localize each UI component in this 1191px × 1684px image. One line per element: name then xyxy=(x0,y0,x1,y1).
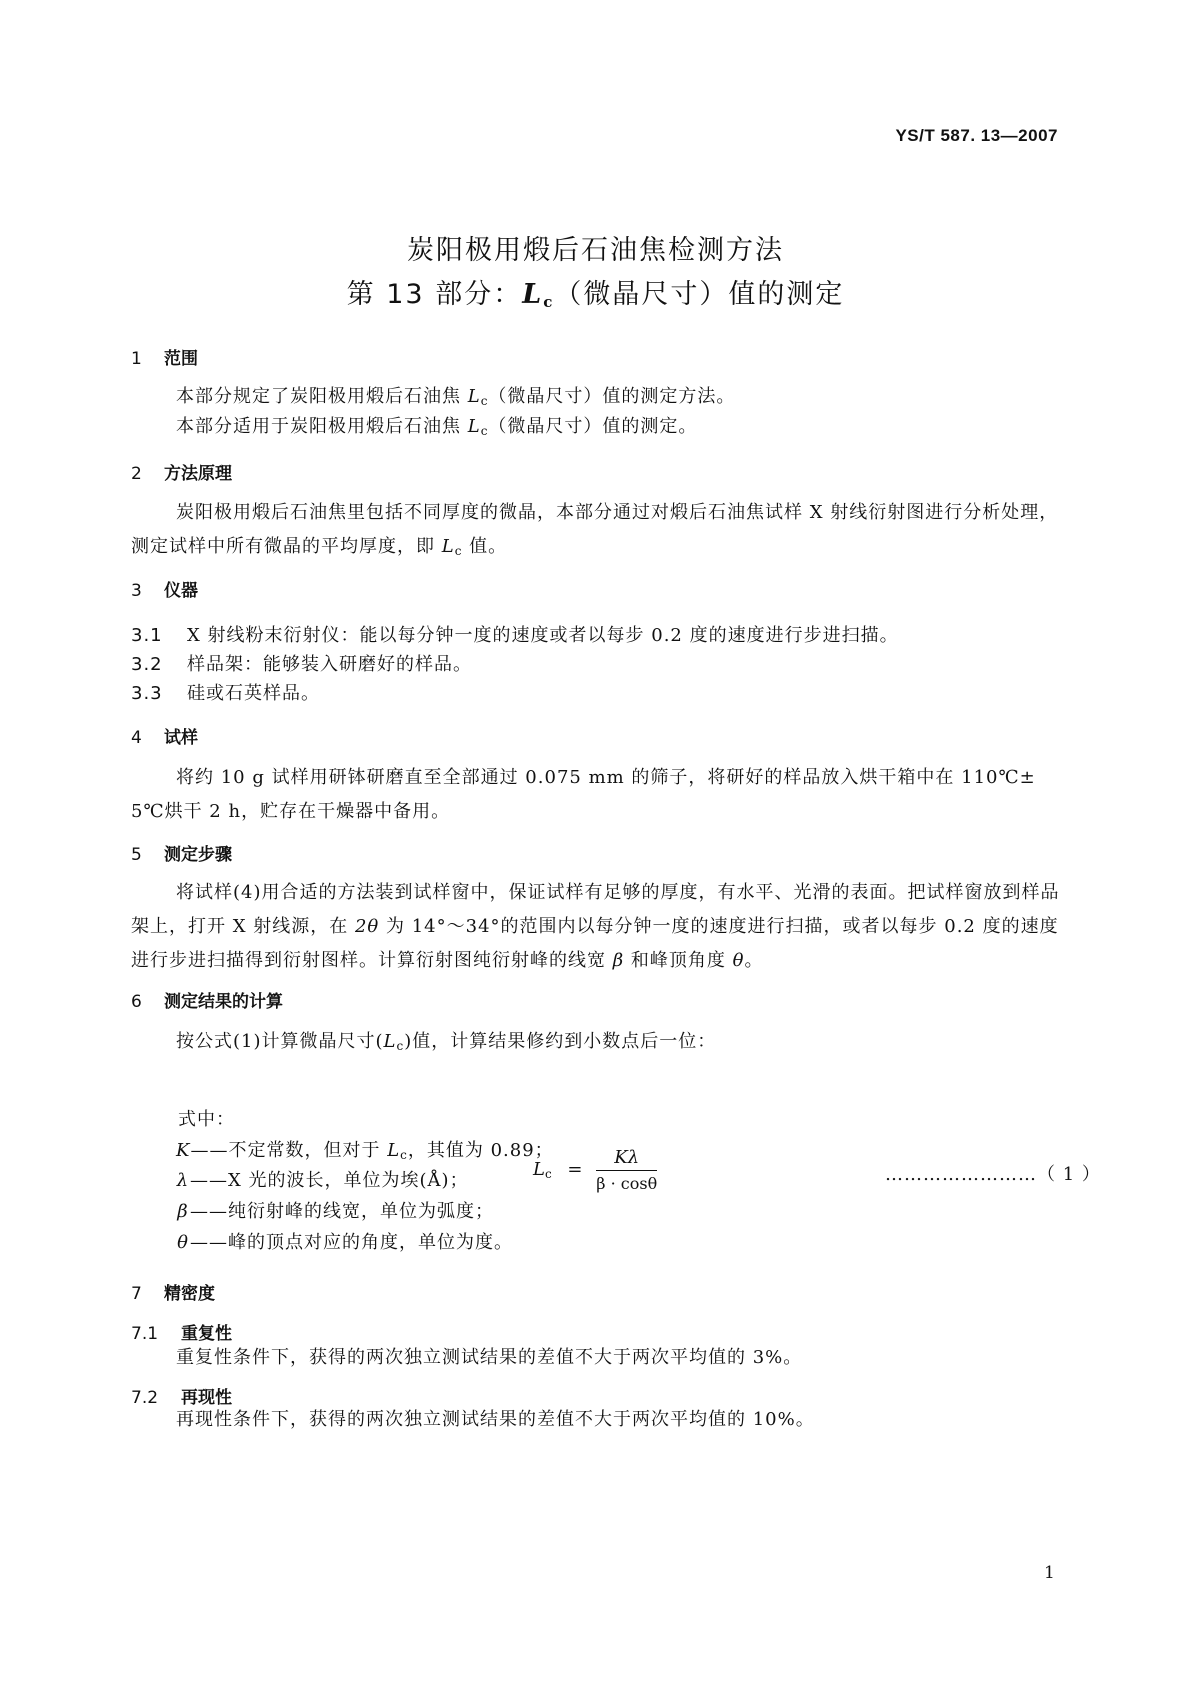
section-7-heading: 7 精密度 xyxy=(131,1284,215,1304)
formula-lhs: L xyxy=(533,1159,545,1180)
section-6-paragraph: 按公式(1)计算微晶尺寸(Lc)值，计算结果修约到小数点后一位： xyxy=(176,1031,717,1053)
section-1-heading: 1 范围 xyxy=(131,349,198,369)
section-1-paragraph-1: 本部分规定了炭阳极用煅后石油焦 Lc（微晶尺寸）值的测定方法。 xyxy=(176,386,736,408)
formula-fraction xyxy=(596,1147,657,1193)
page-number: 1 xyxy=(1044,1563,1055,1583)
title-part-prefix: 第 13 部分： xyxy=(346,279,523,310)
section-7-1-paragraph: 重复性条件下，获得的两次独立测试结果的差值不大于两次平均值的 3%。 xyxy=(176,1347,803,1368)
section-7-2-paragraph: 再现性条件下，获得的两次独立测试结果的差值不大于两次平均值的 10%。 xyxy=(176,1409,815,1430)
section-6-heading: 6 测定结果的计算 xyxy=(131,992,283,1012)
standard-number: YS/T 587. 13—2007 xyxy=(895,126,1058,145)
section-5-paragraph: 将试样(4)用合适的方法装到试样窗中，保证试样有足够的厚度，有水平、光滑的表面。把试样窗放到样品架上，打开 X 射线源，在 2θ 为 14°～34°的范围内以每分钟一度的速度进行扫描，或者以每步 0.2 度的速度进行步进扫描得到衍射图样。计算衍射图纯衍射峰的线宽 β 和峰顶角度 θ。 xyxy=(131,882,1060,971)
section-7-2-heading: 7.2 再现性 xyxy=(131,1388,232,1408)
formula-denominator: β · cosθ xyxy=(596,1174,658,1193)
formula-number: ……………………（ 1 ） xyxy=(885,1164,1101,1185)
clause-3-3: 3.3 硅或石英样品。 xyxy=(131,683,320,704)
section-7-1-heading: 7.1 重复性 xyxy=(131,1324,232,1344)
formula-equals: = xyxy=(567,1159,583,1180)
formula-1: Lc = $\frac{K\lambda}{\beta \cdot \cos\theta}$ xyxy=(533,1147,658,1193)
formula-numerator: Kλ xyxy=(596,1147,657,1171)
clause-3-1: 3.1 X 射线粉末衍射仪：能以每分钟一度的速度或者以每步 0.2 度的速度进行步进扫描。 xyxy=(131,625,899,646)
section-4-paragraph: 将约 10 g 试样用研钵研磨直至全部通过 0.075 mm 的筛子，将研好的样品放入烘干箱中在 110℃± 5℃烘干 2 h，贮存在干燥器中备用。 xyxy=(131,767,1036,822)
title-line-2 xyxy=(0,272,1191,311)
where-label: 式中： xyxy=(178,1109,235,1130)
definition-beta: β——纯衍射峰的线宽，单位为弧度； xyxy=(177,1201,494,1222)
clause-3-2: 3.2 样品架：能够装入研磨好的样品。 xyxy=(131,654,472,675)
section-1-paragraph-2: 本部分适用于炭阳极用煅后石油焦 Lc（微晶尺寸）值的测定。 xyxy=(176,416,698,438)
title-lc-symbol: $L_c$ xyxy=(522,279,555,311)
definition-theta: θ——峰的顶点对应的角度，单位为度。 xyxy=(177,1232,513,1253)
section-5-heading: 5 测定步骤 xyxy=(131,845,232,865)
definition-lambda: λ——X 光的波长，单位为埃(Å)； xyxy=(176,1170,469,1191)
definition-k: K——不定常数，但对于 Lc，其值为 0.89； xyxy=(176,1140,554,1162)
section-2-heading: 2 方法原理 xyxy=(131,464,232,484)
section-2-paragraph: 炭阳极用煅后石油焦里包括不同厚度的微晶，本部分通过对煅后石油焦试样 X 射线衍射图进行分析处理，测定试样中所有微晶的平均厚度，即 Lc 值。 xyxy=(131,502,1059,558)
section-4-heading: 4 试样 xyxy=(131,728,198,748)
section-3-heading: 3 仪器 xyxy=(131,581,198,601)
title-line-1: 炭阳极用煅后石油焦检测方法 xyxy=(407,235,784,266)
title-part-suffix: （微晶尺寸）值的测定 xyxy=(554,279,845,310)
